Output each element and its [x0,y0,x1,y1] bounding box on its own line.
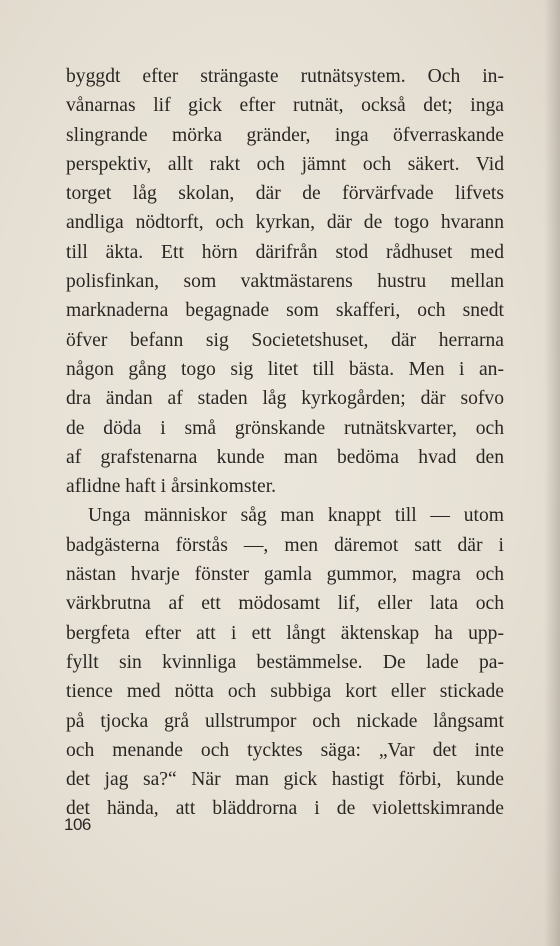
text-line: och menande och tycktes säga: „Var det inte [66,739,504,761]
page-edge-shadow [544,0,560,946]
text-line: slingrande mörka gränder, inga öfverraskande [66,124,504,146]
text-line: dra ändan af staden låg kyrkogården; där sofvo [66,388,504,410]
text-line: polisfinkan, som vaktmästarens hustru mellan [66,271,504,293]
text-line: bergfeta efter att i ett långt äktenskap ha upp- [66,622,504,644]
text-line: perspektiv, allt rakt och jämnt och säkert. Vid [66,153,504,175]
text-line: värkbrutna af ett mödosamt lif, eller lata och [66,593,504,615]
text-line: badgästerna förstås —, men däremot satt där i [66,534,504,556]
text-line: det hända, att bläddrorna i de violettskimrande [66,798,504,820]
text-line: öfver befann sig Societetshuset, där herrarna [66,329,504,351]
text-line: torget låg skolan, där de förvärfvade lifvets [66,183,504,205]
text-line: till äkta. Ett hörn därifrån stod rådhuset med [66,241,504,263]
text-line: nästan hvarje fönster gamla gummor, magra och [66,564,504,586]
text-line: af grafstenarna kunde man bedöma hvad den [66,446,504,468]
text-line: på tjocka grå ullstrumpor och nickade långsamt [66,710,504,732]
page-number: 106 [64,815,91,834]
text-line: andliga nödtorft, och kyrkan, där de togo hvarann [66,212,504,234]
body-text [66,62,504,824]
text-line: de döda i små grönskande rutnätskvarter, och [66,417,504,439]
paragraph-start-line: Unga människor såg man knappt till — utom [88,505,504,527]
text-line: byggdt efter strängaste rutnätsystem. Och in- [66,66,504,87]
text-line: det jag sa?“ När man gick hastigt förbi, kunde [66,769,504,791]
text-line: tience med nötta och subbiga kort eller stickade [66,681,504,703]
text-line: marknaderna begagnade som skafferi, och snedt [66,300,504,322]
text-line: vånarnas lif gick efter rutnät, också det; inga [66,95,504,117]
text-line: någon gång togo sig litet till bästa. Men i an- [66,358,504,380]
paragraph-end-line: aflidne haft i årsinkomster. [66,476,277,498]
text-line: fyllt sin kvinnliga bestämmelse. De lade pa- [66,651,504,673]
